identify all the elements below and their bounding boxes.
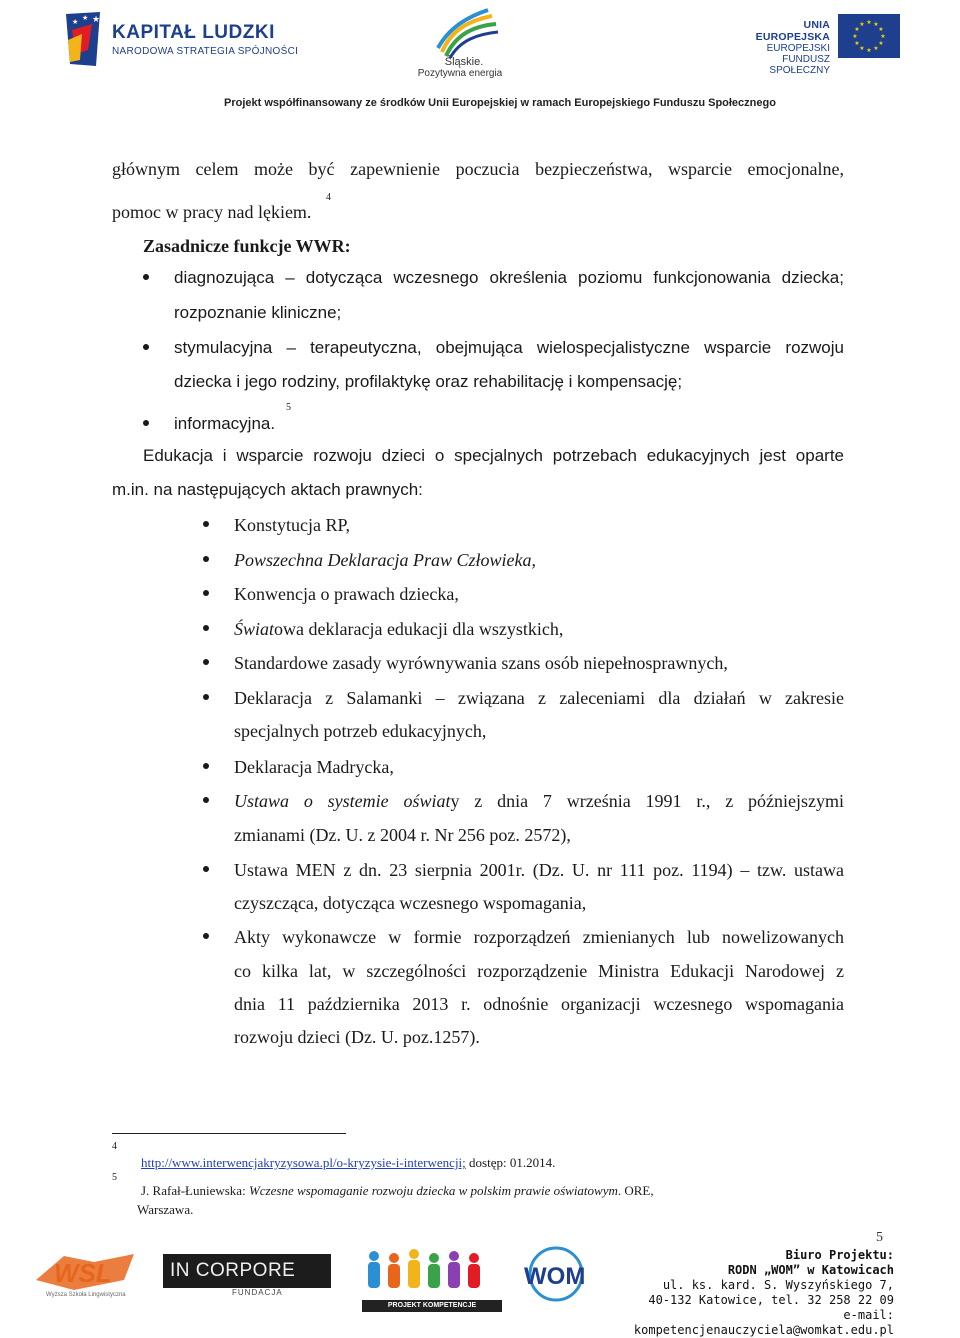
office-line3: 40-132 Katowice, tel. 32 258 22 09	[648, 1293, 894, 1307]
svg-text:★: ★	[852, 34, 858, 40]
act-world-declaration	[234, 619, 563, 639]
bullet-icon	[203, 659, 209, 665]
act-universal-declaration: Powszechna Deklaracja Praw Człowieka,	[234, 550, 536, 570]
footnote-5-author: J. Rafał-Łuniewska:	[141, 1183, 249, 1198]
act-men-law-line1: Ustawa MEN z dn. 23 sierpnia 2001r. (Dz. U. nr 111 poz. 1194) – tzw. ustawa	[234, 860, 844, 880]
act-education-system-line1	[234, 791, 844, 811]
svg-text:★: ★	[72, 18, 79, 26]
act-executive-line4: rozwoju dzieci (Dz. U. poz.1257).	[234, 1027, 480, 1047]
svg-text:★: ★	[878, 27, 884, 33]
bullet-icon	[203, 763, 209, 769]
act-education-system-italic: Ustawa o systemie oświat	[234, 791, 451, 811]
office-email[interactable]: e-mail: kompetencjenauczyciela@womkat.edu.pl	[633, 1308, 894, 1337]
act-salamanca-line1: Deklaracja z Salamanki – związana z zaleceniami dla działań w zakresie	[234, 688, 844, 708]
bullet-icon	[203, 933, 209, 939]
eu-line2: EUROPEJSKI	[766, 43, 830, 54]
wsl-logo-icon	[34, 1250, 152, 1300]
bullet-icon	[143, 344, 149, 350]
bullet-icon	[203, 625, 209, 631]
footnote-5-number: 5	[112, 1172, 117, 1183]
svg-text:★: ★	[92, 14, 101, 24]
svg-text:★: ★	[859, 22, 865, 28]
office-line2: ul. ks. kard. S. Wyszyńskiego 7,	[662, 1278, 894, 1292]
bullet-icon	[203, 694, 209, 700]
slaskie-logo-icon	[428, 8, 500, 58]
footnote-5-rest: . ORE,	[617, 1183, 654, 1198]
footnote-4-rest: dostęp: 01.2014.	[465, 1155, 556, 1170]
bullet-icon	[203, 590, 209, 596]
project-office-info	[620, 1248, 894, 1338]
kapital-ludzki-logo-icon	[62, 10, 104, 68]
paragraph-continuation-line1: głównym celem może być zapewnienie poczucia bezpieczeństwa, wsparcie emocjonalne,	[112, 159, 844, 179]
footnote-ref-5: 5	[286, 402, 291, 413]
paragraph-continuation-line2	[112, 202, 311, 222]
wom-logo-icon	[510, 1244, 594, 1306]
act-executive-line1: Akty wykonawcze w formie rozporządzeń zmienianych lub nowelizowanych	[234, 927, 844, 947]
paragraph-text: pomoc w pracy nad lękiem.	[112, 202, 312, 222]
in-corpore-wordmark: IN CORPORE	[170, 1260, 296, 1281]
svg-text:★: ★	[854, 41, 860, 47]
in-corpore-caption: FUNDACJA	[232, 1288, 283, 1297]
act-education-system-line2: zmianami (Dz. U. z 2004 r. Nr 256 poz. 2572),	[234, 825, 571, 845]
act-executive-line3: dnia 11 października 2013 r. odnośnie organizacji wczesnego wspomagania	[234, 994, 844, 1014]
wsl-wordmark: WSL	[54, 1258, 112, 1288]
slaskie-name: Śląskie.	[444, 56, 484, 68]
svg-text:★: ★	[866, 20, 872, 26]
wom-wordmark: WOM	[524, 1263, 586, 1290]
act-madrid-declaration: Deklaracja Madrycka,	[234, 757, 394, 777]
eu-line3: FUNDUSZ SPOŁECZNY	[769, 54, 830, 76]
bullet-icon	[203, 556, 209, 562]
office-line1: RODN „WOM” w Katowicach	[727, 1263, 894, 1277]
act-education-system-rest: y z dnia 7 września 1991 r., z późniejszymi	[450, 791, 844, 811]
kapital-ludzki-subtitle: NARODOWA STRATEGIA SPÓJNOŚCI	[112, 46, 299, 57]
bullet-icon	[143, 420, 149, 426]
office-title: Biuro Projektu:	[785, 1248, 894, 1262]
act-constitution: Konstytucja RP,	[234, 515, 351, 535]
function-item-informational: informacyjna.	[174, 414, 276, 433]
function-item-stimulating-line2: dziecka i jego rodziny, profilaktykę oraz rehabilitację i kompensację;	[174, 372, 683, 391]
footnote-4-link[interactable]: http://www.interwencjakryzysowa.pl/o-kryzysie-i-interwencji;	[141, 1155, 466, 1170]
paragraph-legal-acts-line1: Edukacja i wsparcie rozwoju dzieci o specjalnych potrzebach edukacyjnych jest oparte	[143, 446, 844, 465]
svg-text:★: ★	[859, 46, 865, 52]
kapital-ludzki-logo-text	[112, 22, 298, 57]
footnote-separator	[112, 1133, 346, 1134]
svg-text:★: ★	[854, 27, 860, 33]
footnote-ref-4: 4	[326, 192, 331, 203]
svg-text:★: ★	[873, 22, 879, 28]
act-salamanca-line2: specjalnych potrzeb edukacyjnych,	[234, 721, 487, 741]
svg-text:★: ★	[880, 34, 886, 40]
eu-logo-text	[740, 19, 830, 76]
kompetencje-caption: PROJEKT KOMPETENCJE NAUCZYCIELA	[362, 1300, 502, 1312]
bullet-icon	[203, 866, 209, 872]
paragraph-legal-acts-line2: m.in. na następujących aktach prawnych:	[112, 480, 423, 499]
page-number: 5	[876, 1230, 883, 1245]
eu-line1: UNIA EUROPEJSKA	[755, 19, 830, 43]
function-item-diagnostic-line1: diagnozująca – dotycząca wczesnego określenia poziomu funkcjonowania dziecka;	[174, 268, 844, 287]
svg-text:★: ★	[82, 14, 89, 22]
section-heading: Zasadnicze funkcje WWR:	[143, 236, 351, 256]
bullet-icon	[203, 521, 209, 527]
eu-flag-icon	[838, 14, 900, 58]
act-men-law-line2: czyszcząca, dotycząca wczesnego wspomagania,	[234, 893, 587, 913]
footnote-4-number: 4	[112, 1141, 117, 1152]
act-convention-child-rights: Konwencja o prawach dziecka,	[234, 584, 459, 604]
kapital-ludzki-title: KAPITAŁ LUDZKI	[112, 22, 275, 43]
act-world-declaration-italic: Świat	[234, 619, 275, 639]
kompetencje-people-icon	[360, 1248, 500, 1300]
wsl-caption: Wyższa Szkoła Lingwistyczna	[46, 1292, 126, 1298]
project-cofinancing-line: Projekt współfinansowany ze środków Unii Europejskiej w ramach Europejskiego Funduszu Społecznego	[224, 97, 776, 109]
footnote-5-line2: Warszawa.	[137, 1202, 194, 1217]
footnote-5-line1	[141, 1183, 654, 1199]
bullet-icon	[143, 274, 149, 280]
svg-text:★: ★	[873, 46, 879, 52]
svg-text:★: ★	[866, 48, 872, 54]
footnote-4	[141, 1155, 555, 1171]
footnote-5-title: Wczesne wspomaganie rozwoju dziecka w polskim prawie oświatowym	[248, 1183, 618, 1198]
act-world-declaration-rest: owa deklaracja edukacji dla wszystkich,	[274, 619, 564, 639]
act-standard-rules: Standardowe zasady wyrównywania szans osób niepełnosprawnych,	[234, 653, 728, 673]
function-item-diagnostic-line2: rozpoznanie kliniczne;	[174, 303, 342, 322]
act-executive-line2: co kilka lat, w szczególności rozporządzenie Ministra Edukacji Narodowej z	[234, 961, 844, 981]
svg-text:★: ★	[878, 41, 884, 47]
slaskie-tagline: Pozytywna energia	[417, 68, 503, 79]
bullet-icon	[203, 797, 209, 803]
function-item-stimulating-line1: stymulacyjna – terapeutyczna, obejmująca wielospecjalistyczne wsparcie rozwoju	[174, 338, 844, 357]
